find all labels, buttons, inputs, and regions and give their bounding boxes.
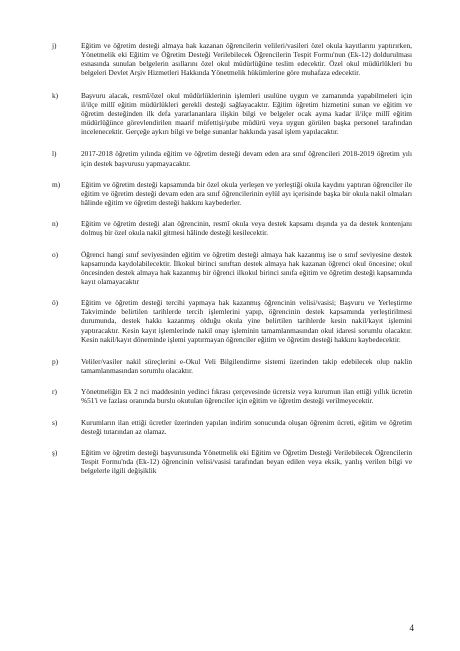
list-item <box>52 91 412 137</box>
item-text: 2017-2018 öğretim yılında eğitim ve öğretim desteği devam eden ara sınıf öğrencileri 2018-2019 öğretim yılı için destek başvurusu yapmayacaktır. <box>81 149 412 168</box>
item-letter: j) <box>52 41 57 50</box>
item-text: Eğitim ve öğretim desteği almaya hak kazanan öğrencilerin velileri/vasileri özel okula kayıtlarını yaptırırken, Yönetmelik eki Eğitim ve Öğretim Desteği Verilebilecek Öğrencilerin Tespit Formu'nun (Ek-12) doldurulması esnasında sunulan belgelerin asıllarını özel okul müdürlüğüne teslim edecektir. Özel okul müdürlükleri bu belgeleri Devlet Arşiv Hizmetleri Hakkında Yönetmelik hükümlerine göre muhafaza edecektir. <box>81 41 412 78</box>
item-text: Başvuru alacak, resmî/özel okul müdürlüklerinin işlemleri usulüne uygun ve zamanında yapabilmeleri için il/ilçe millî eğitim müdürlükleri gerekli desteği sağlayacaktır. Eğitim öğretim hizmetini sunan ve eğitim ve öğretim desteğinden ilk defa yararlananlara ilişkin bilgi ve belgeler ocak ayına kadar il/ilçe millî eğitim müdürlüğünce görevlendirilen maarif müfettişi/şube müdürü veya uygun görülen başka personel tarafından incelenecektir. Gerçeğe aykırı bilgi ve belge sunanlar hakkında yasal işlem yapılacaktır. <box>81 90 412 137</box>
page-number: 4 <box>409 623 414 633</box>
list-item <box>52 387 412 405</box>
item-list <box>52 41 412 475</box>
item-letter: o) <box>52 249 59 259</box>
list-item <box>52 219 412 237</box>
list-item <box>52 357 412 375</box>
list-item <box>52 149 412 167</box>
item-text: Veliler/vasiler nakil süreçlerini e-Okul Veli Bilgilendirme sistemi üzerinden takip edebilecek olup naklin tamamlanmasından sorumlu olacaktır. <box>81 356 412 376</box>
item-letter: p) <box>52 356 59 366</box>
list-item <box>52 180 412 207</box>
list-item <box>52 298 412 344</box>
item-letter: ö) <box>52 298 59 308</box>
item-text: Eğitim ve öğretim desteği başvurusunda Yönetmelik eki Eğitim ve Öğretim Desteği Verilebilecek Öğrencilerin Tespit Formu'nda (Ek-12) öğrencinin velisi/vasisi tarafından beyan edilen veya eksik, yanlış verilen bilgi ve belgelerle ilgili değişiklik <box>81 447 412 476</box>
list-item <box>52 418 412 436</box>
list-item <box>52 448 412 475</box>
item-text: Öğrenci hangi sınıf seviyesinden eğitim ve öğretim desteği almaya hak kazanmış ise o sınıf seviyesine destek kapsamında kaydolabilecektir. İlkokul birinci sınıftan destek almaya hak kazanan öğrenci okul öncesine; okul öncesinden destek almaya hak kazanmış bir öğrenci ilkokul birinci sınıfa eğitim ve öğretim desteği kapsamında kayıt olamayacaktır <box>81 249 412 286</box>
list-item <box>52 41 412 78</box>
item-letter: n) <box>52 219 59 229</box>
item-letter: r) <box>52 387 57 397</box>
item-text: Eğitim ve öğretim desteği alan öğrencinin, resmî okula veya destek kapsamı dışında ya da destek kontenjanı dolmuş bir özel okula nakil gitmesi hâlinde desteği kesilecektir. <box>81 219 412 238</box>
item-text: Eğitim ve öğretim desteği tercihi yapmaya hak kazanmış öğrencinin velisi/vasisi; Başvuru ve Yerleştirme Takviminde belirtilen tarihlerde tercih işlemlerini yapıp, öğrencinin destek kapsamında yerleştirilmesi durumunda, destek hakkı kazanmış olduğu okula yine belirtilen tarihlerde kesin nakil/kayıt işlemini yaptıracaktır. Kesin kayıt işlemlerinde nakil onay işleminin tamamlanmasından okul idaresi sorumlu olacaktır. Kesin nakil/kayıt döneminde işlemi yaptırmayan öğrenciler eğitim ve öğretim desteği hakkını kaybedecektir. <box>81 298 412 344</box>
item-text: Kurumların ilan ettiği ücretler üzerinden yapılan indirim sonucunda oluşan öğrenim ücreti, eğitim ve öğretim desteği tutarından az olamaz. <box>81 417 412 436</box>
item-letter: l) <box>52 149 57 159</box>
item-text: Eğitim ve öğretim desteği kapsamında bir özel okula yerleşen ve yerleştiği okula kaydını yaptıran öğrenciler ile eğitim ve öğretim desteği devam eden ara sınıf öğrencilerinin eylül ayı içerisinde başka bir okula nakil olmaları hâlinde eğitim ve öğretim desteği hakkını kaybederler. <box>81 179 412 208</box>
item-text: Yönetmeliğin Ek 2 nci maddesinin yedinci fıkrası çerçevesinde ücretsiz veya kurumun ilan ettiği yıllık ücretin %51'i ve fazlası oranında burslu okutulan öğrenciler için eğitim ve öğretim desteği verilmeyecektir. <box>81 387 412 406</box>
list-item <box>52 250 412 287</box>
item-letter: ş) <box>52 447 58 457</box>
item-letter: s) <box>52 417 58 427</box>
item-letter: m) <box>52 179 61 189</box>
item-letter: k) <box>52 90 59 100</box>
